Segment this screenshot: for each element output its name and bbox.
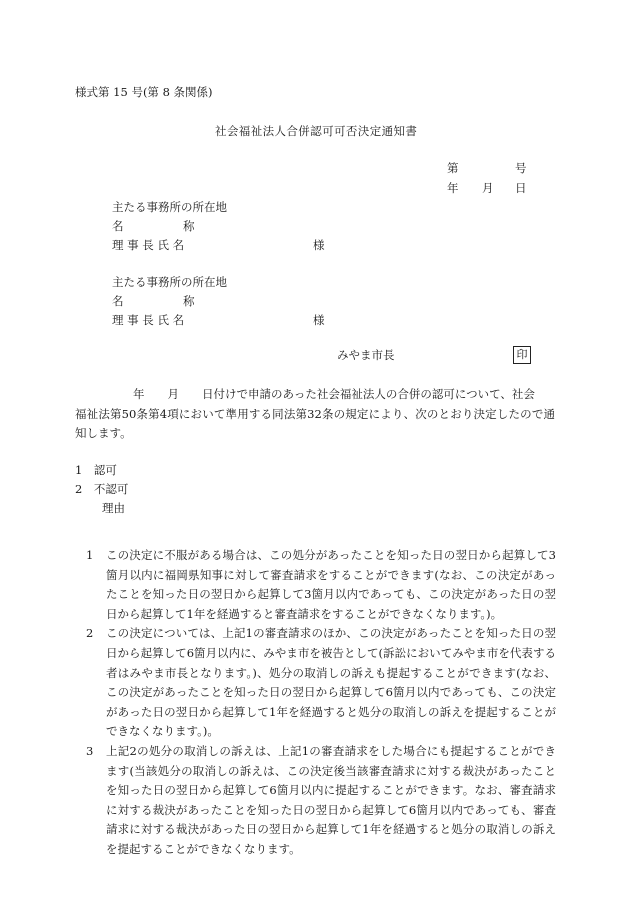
body-continuation: 福祉法第50条第4項において準用する同法第32条の規定により、次のとおり決定したので通知します。 xyxy=(75,406,555,440)
addressee1-name-label-a: 名 xyxy=(112,219,124,233)
appeal-notice-list xyxy=(86,546,556,860)
addressee1-honorific: 様 xyxy=(313,238,325,252)
decision-approve: 1 認可 xyxy=(75,463,117,477)
appeal-notice-item xyxy=(86,624,556,742)
addressee2-name-label-b: 称 xyxy=(183,294,195,308)
appeal-notice-item xyxy=(86,742,556,860)
decision-reason-label: 理由 xyxy=(102,501,125,515)
body-paragraph xyxy=(75,385,555,444)
addressee2-office-label: 主たる事務所の所在地 xyxy=(112,275,227,289)
decision-reject: 2 不認可 xyxy=(75,482,129,496)
addressee1-name-label-b: 称 xyxy=(183,219,195,233)
addressee2-honorific: 様 xyxy=(313,313,325,327)
doc-number-suffix: 号 xyxy=(515,161,527,175)
addressee2-name-label-a: 名 xyxy=(112,294,124,308)
date-month: 月 xyxy=(482,181,494,195)
seal-stamp: 印 xyxy=(513,346,531,364)
document-title: 社会福祉法人合併認可可否決定通知書 xyxy=(215,124,418,138)
notice-text: この決定に不服がある場合は、この処分があったことを知った日の翌日から起算して3箇月以内に福岡県知事に対して審査請求をすることができます(なお、この決定があったことを知った日の翌日から起算して3箇月以内であっても、この決定があった日の翌日から起算して1年を経過すると審査請求をすることができなくなります。)。 xyxy=(106,548,556,621)
date-year: 年 xyxy=(447,181,459,195)
notice-number: 2 xyxy=(86,626,94,641)
addressee2-representative-label: 理 事 長 氏 名 xyxy=(112,313,185,327)
body-first-line: 年 月 日付けで申請のあった社会福祉法人の合併の認可について、社会 xyxy=(133,387,535,401)
notice-number: 3 xyxy=(86,743,94,758)
notice-number: 1 xyxy=(86,548,94,562)
notice-text: この決定については、上記1の審査請求のほか、この決定があったことを知った日の翌日から起算して6箇月以内に、みやま市を被告として(訴訟においてみやま市を代表する者はみやま市長となります。)、処分の取消しの訴えも提起することができます(なお、この決定があったことを知った日の翌日から起算して6箇月以内であっても、この決定があった日の翌日から起算して1年を経過すると処分の取消しの訴えを提起することができなくなります。)。 xyxy=(106,626,556,739)
appeal-notice-item xyxy=(86,546,556,624)
addressee1-office-label: 主たる事務所の所在地 xyxy=(112,200,227,214)
doc-number-prefix: 第 xyxy=(447,161,459,175)
date-day: 日 xyxy=(515,181,527,195)
addressee1-representative-label: 理 事 長 氏 名 xyxy=(112,238,185,252)
issuer-title: みやま市長 xyxy=(337,348,395,362)
form-label: 様式第 15 号(第 8 条関係) xyxy=(75,85,213,99)
notice-text: 上記2の処分の取消しの訴えは、上記1の審査請求をした場合にも提起することができます(当該処分の取消しの訴えは、この決定後当該審査請求に対する裁決があったことを知った日の翌日から起算して6箇月以内に提起することができます。なお、審査請求に対する裁決があったことを知った日の翌日から起算して6箇月以内であっても、審査請求に対する裁決があった日の翌日から起算して1年を経過すると処分の取消しの訴えを提起することができなくなります。 xyxy=(106,743,556,856)
